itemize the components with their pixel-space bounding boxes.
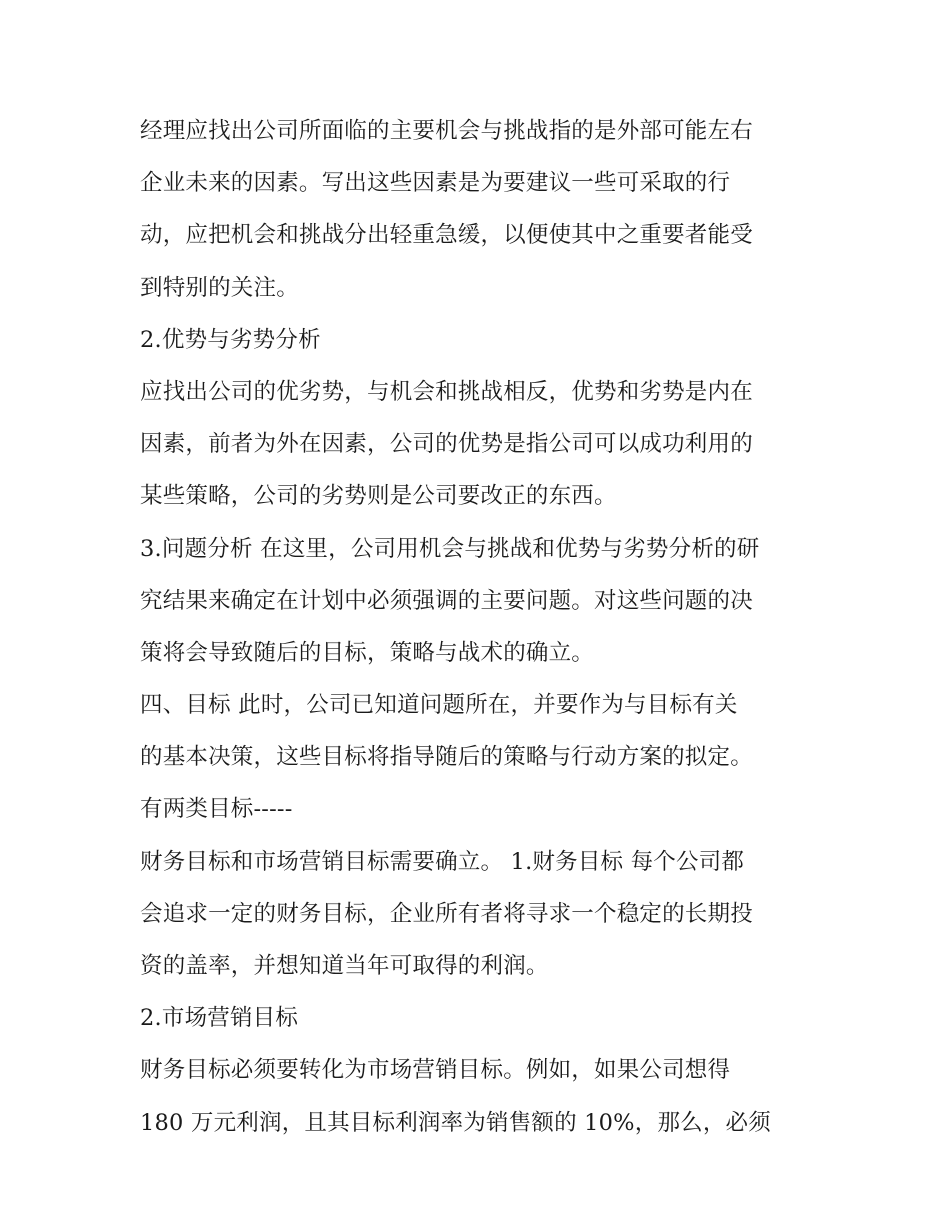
text-line: 应找出公司的优劣势，与机会和挑战相反，优势和劣势是内在 [140,378,753,405]
text-line: 的基本决策，这些目标将指导随后的策略与行动方案的拟定。 [140,744,753,771]
text-line: 180 万元利润，且其目标利润率为销售额的 10%，那么，必须 [140,1109,771,1136]
text-line: 3.问题分析 在这里，公司用机会与挑战和优势与劣势分析的研 [140,535,760,562]
text-line: 因素，前者为外在因素，公司的优势是指公司可以成功利用的 [140,431,753,458]
text-line: 动，应把机会和挑战分出轻重急缓，以便使其中之重要者能受 [140,222,753,249]
text-line: 某些策略，公司的劣势则是公司要改正的东西。 [140,483,617,510]
text-line: 企业未来的因素。写出这些因素是为要建议一些可采取的行 [140,170,731,197]
section-heading: 2.市场营销目标 [140,1005,299,1032]
text-line: 到特别的关注。 [140,274,299,301]
text-line: 策将会导致随后的目标，策略与战术的确立。 [140,639,595,666]
text-line: 财务目标和市场营销目标需要确立。 1.财务目标 每个公司都 [140,848,745,875]
text-line: 资的盖率，并想知道当年可取得的利润。 [140,953,549,979]
section-heading: 2.优势与劣势分析 [140,326,321,353]
text-line: 会追求一定的财务目标，企业所有者将寻求一个稳定的长期投 [140,900,753,927]
text-line: 四、目标 此时，公司已知道问题所在，并要作为与目标有关 [140,692,738,719]
text-line: 有两类目标----- [140,796,293,823]
text-line: 究结果来确定在计划中必须强调的主要问题。对这些问题的决 [140,587,753,614]
text-line: 经理应找出公司所面临的主要机会与挑战指的是外部可能左右 [140,118,753,144]
document-body [140,105,820,1149]
text-line: 财务目标必须要转化为市场营销目标。例如，如果公司想得 [140,1057,731,1084]
